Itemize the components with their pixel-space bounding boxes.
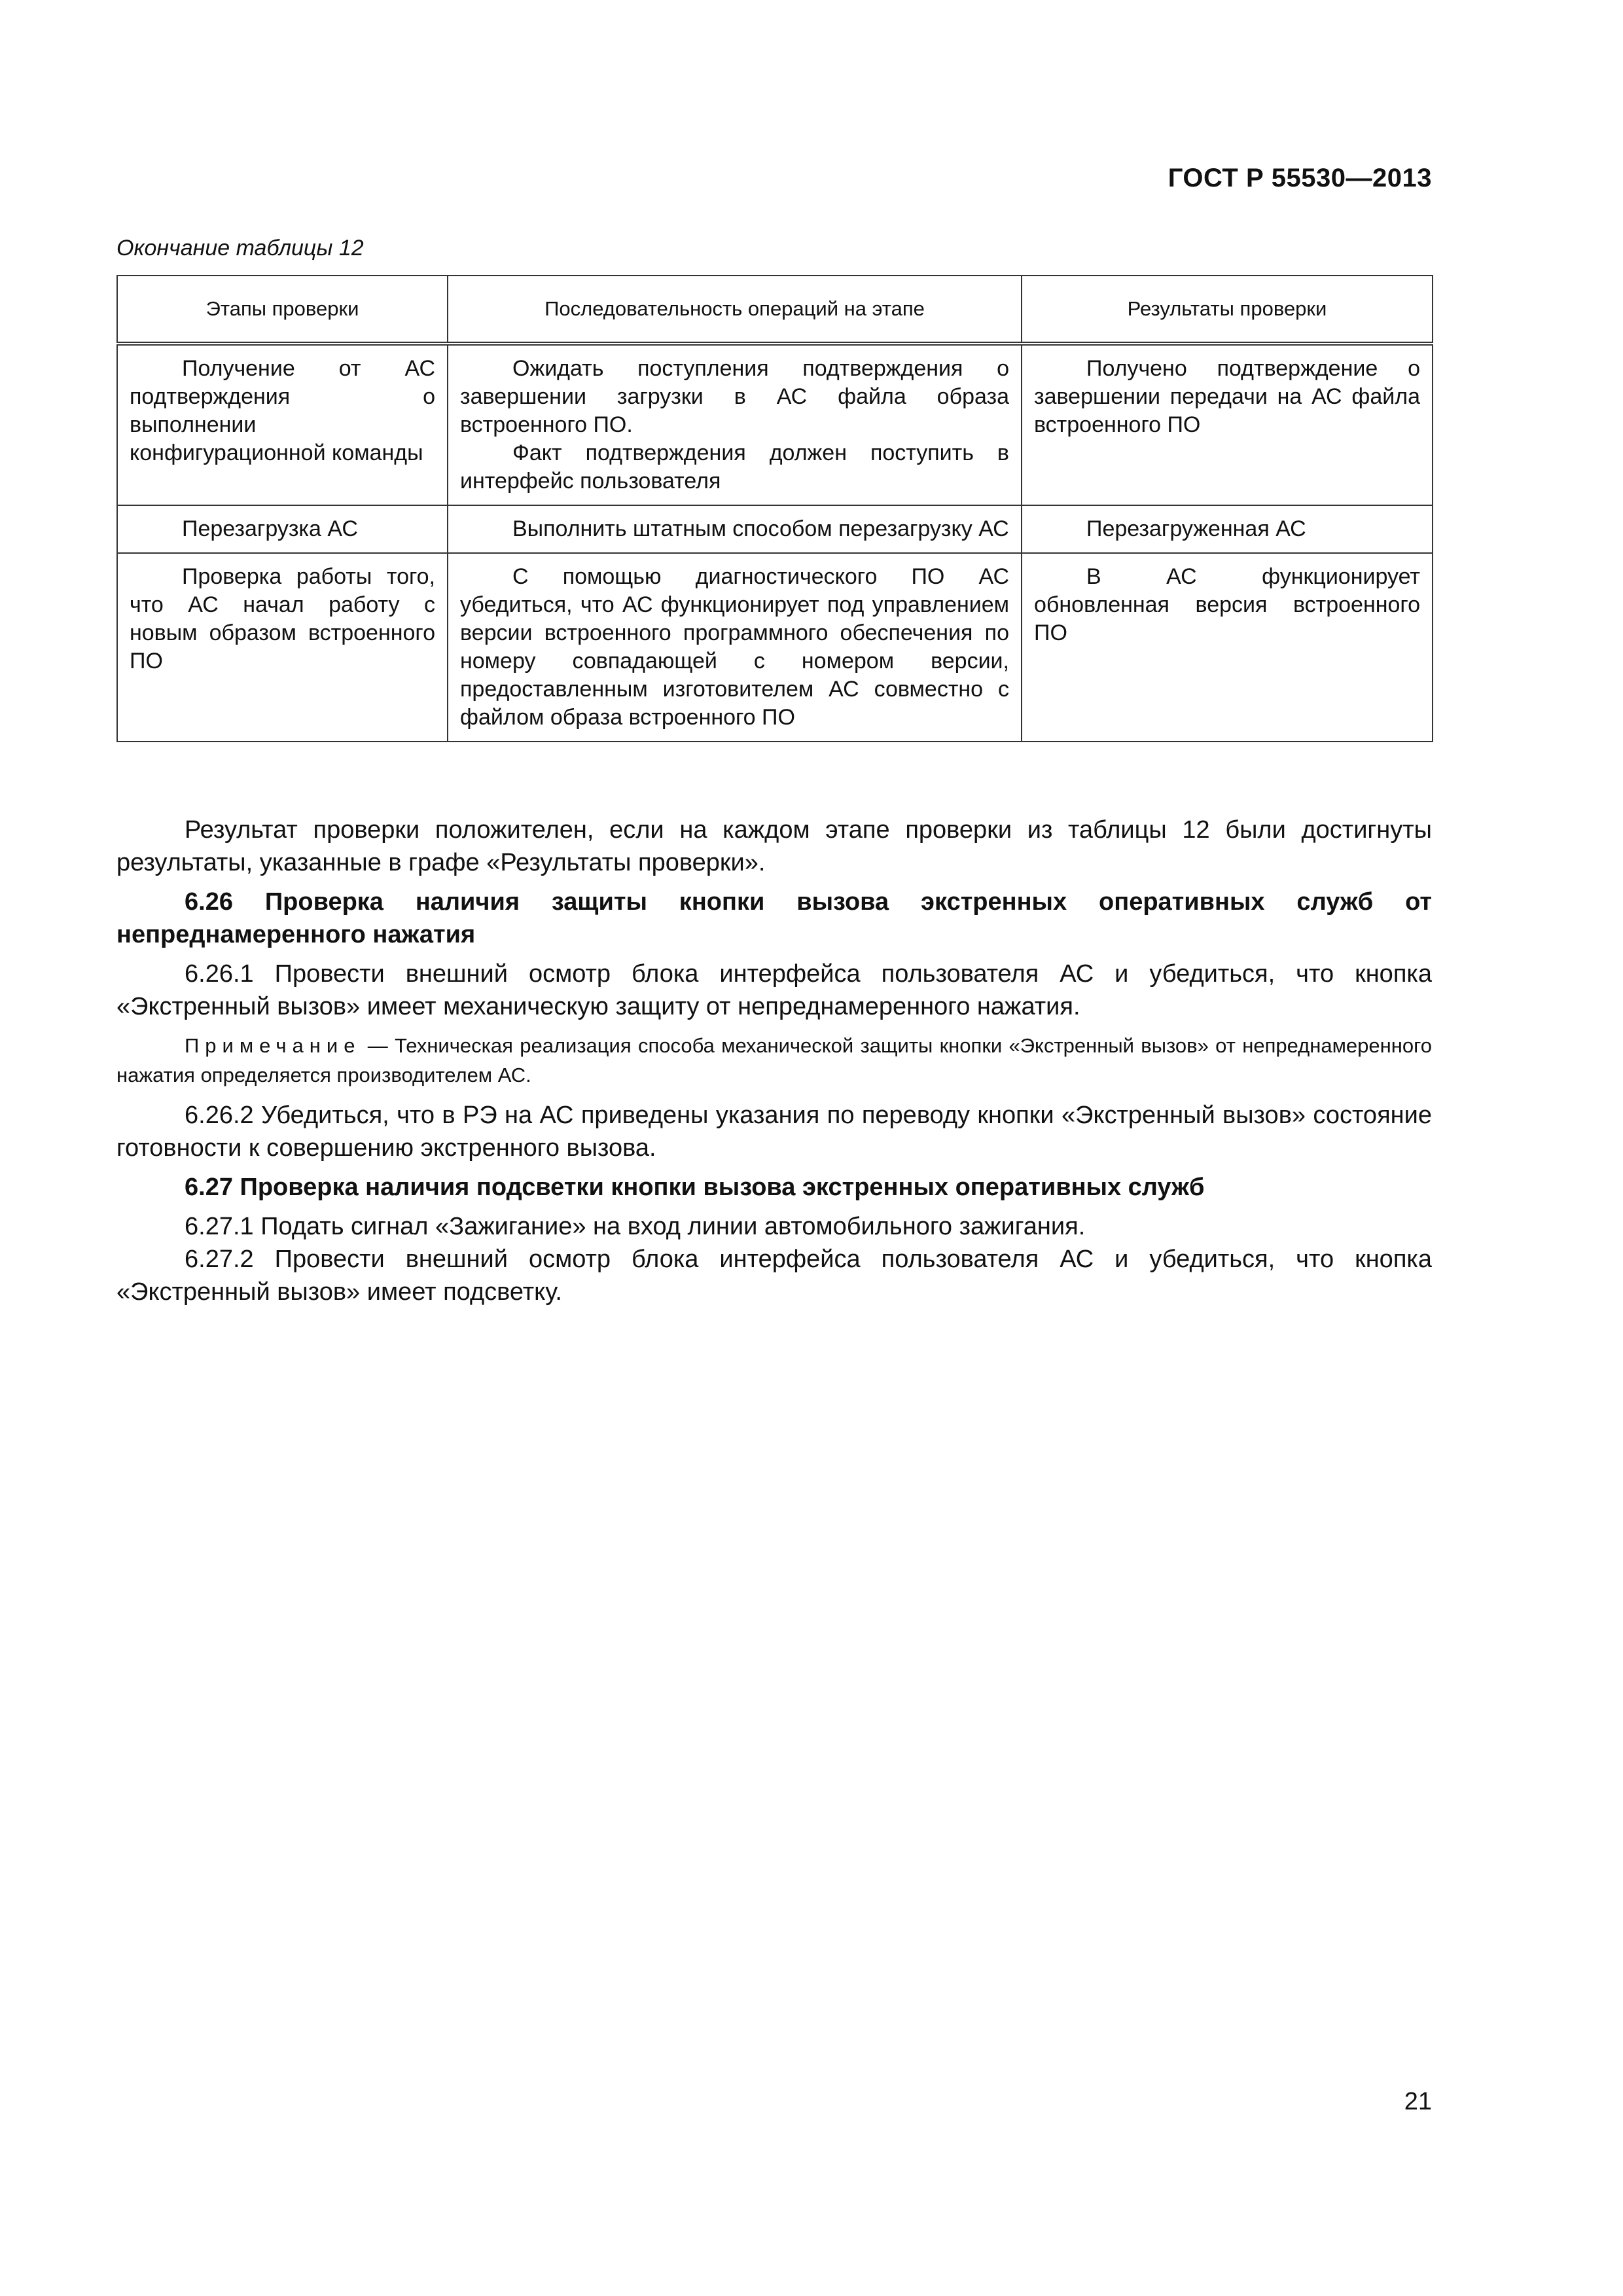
cell-text: Ожидать поступления подтверждения о завершении загрузки в АС файла образа встроенного ПО. <box>460 356 1009 437</box>
table-12 <box>116 275 1433 742</box>
table-cell-stage <box>117 505 448 553</box>
table-caption: Окончание таблицы 12 <box>116 236 364 260</box>
note-label: Примечание <box>185 1034 361 1057</box>
note-text: — Техническая реализация способа механической защиты кнопки «Экстренный вызов» от непреднамеренного нажатия определяется производителем АС. <box>116 1034 1432 1086</box>
table-cell-stage <box>117 553 448 742</box>
section-6-27-title: 6.27 Проверка наличия подсветки кнопки вызова экстренных оперативных служб <box>185 1174 1205 1201</box>
page-number: 21 <box>1404 2088 1432 2115</box>
cell-text: Перезагруженная АС <box>1086 516 1306 541</box>
table-row <box>117 344 1433 505</box>
paragraph-6-27-1: 6.27.1 Подать сигнал «Зажигание» на вход линии автомобильного зажигания. <box>185 1213 1086 1240</box>
cell-text: В АС функционирует обновленная версия встроенного ПО <box>1034 564 1420 645</box>
column-header: Результаты проверки <box>1022 276 1433 344</box>
cell-text: Проверка работы того, что АС начал работу с новым образом встроенного ПО <box>130 564 435 673</box>
table-cell-stage <box>117 344 448 505</box>
paragraph-6-26-2: 6.26.2 Убедиться, что в РЭ на АС приведены указания по переводу кнопки «Экстренный вызов» состояние готовности к совершению экстренного вызова. <box>116 1102 1432 1162</box>
cell-text: С помощью диагностического ПО АС убедиться, что АС функционирует под управлением версии встроенного программного обеспечения по номеру совпадающей с номером версии, предоставленным изготовителем АС совместно с файлом образа встроенного ПО <box>460 564 1009 730</box>
table-row <box>117 505 1433 553</box>
result-paragraph: Результат проверки положителен, если на каждом этапе проверки из таблицы 12 были достигнуты результаты, указанные в графе «Результаты проверки». <box>116 816 1432 876</box>
paragraph-6-26-1: 6.26.1 Провести внешний осмотр блока интерфейса пользователя АС и убедиться, что кнопка «Экстренный вызов» имеет механическую защиту от непреднамеренного нажатия. <box>116 960 1432 1020</box>
table-cell-result <box>1022 344 1433 505</box>
table-cell-result <box>1022 553 1433 742</box>
body-text <box>116 814 1432 1308</box>
cell-text: Получено подтверждение о завершении передачи на АС файла встроенного ПО <box>1034 356 1420 437</box>
table-row <box>117 553 1433 742</box>
table-cell-result <box>1022 505 1433 553</box>
cell-text: Перезагрузка АС <box>182 516 358 541</box>
note-paragraph <box>116 1031 1432 1090</box>
column-header: Последовательность операций на этапе <box>448 276 1022 344</box>
cell-text: Получение от АС подтверждения о выполнении конфигурационной команды <box>130 356 435 465</box>
table-cell-operations <box>448 553 1022 742</box>
document-id: ГОСТ Р 55530—2013 <box>1168 164 1432 192</box>
table-header-row <box>117 276 1433 344</box>
table-cell-operations <box>448 344 1022 505</box>
paragraph-6-27-2: 6.27.2 Провести внешний осмотр блока интерфейса пользователя АС и убедиться, что кнопка «Экстренный вызов» имеет подсветку. <box>116 1246 1432 1306</box>
section-6-26-title: 6.26 Проверка наличия защиты кнопки вызова экстренных оперативных служб от непреднамеренного нажатия <box>116 888 1432 948</box>
table-cell-operations <box>448 505 1022 553</box>
cell-text: Факт подтверждения должен поступить в интерфейс пользователя <box>460 440 1009 493</box>
column-header: Этапы проверки <box>117 276 448 344</box>
cell-text: Выполнить штатным способом перезагрузку АС <box>512 516 1009 541</box>
